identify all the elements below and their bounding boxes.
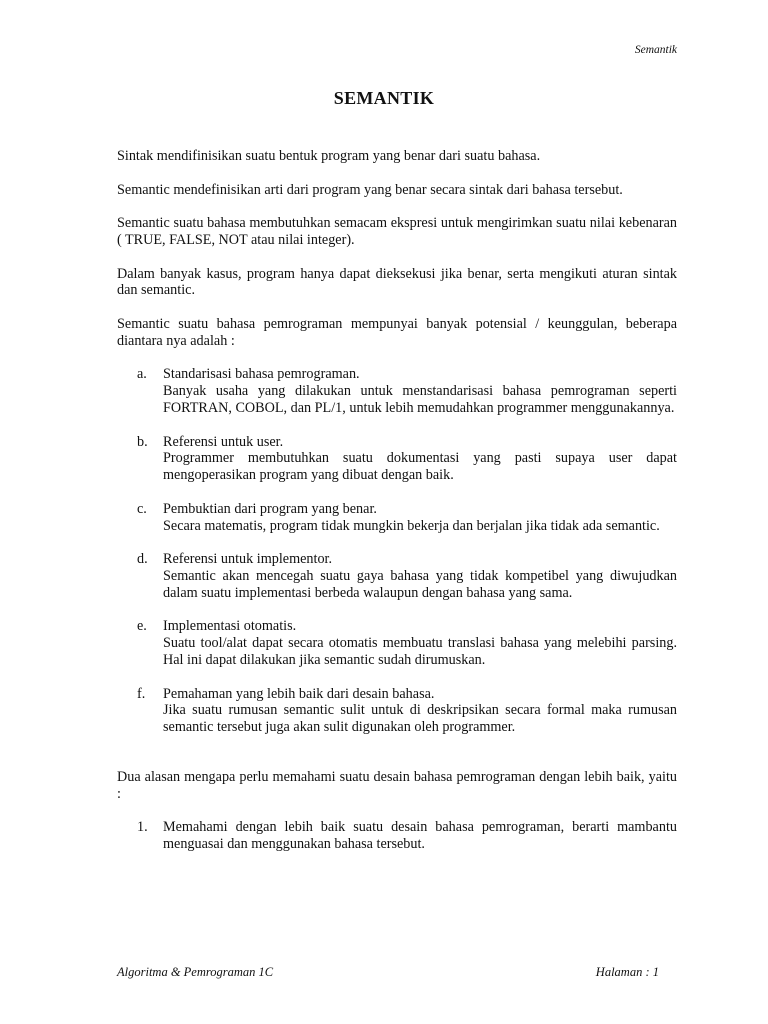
list-item: [117, 551, 677, 601]
footer-course-title: Algoritma & Pemrograman 1C: [117, 965, 274, 979]
paragraph: Dua alasan mengapa perlu memahami suatu desain bahasa pemrograman dengan lebih baik, yaitu :: [117, 768, 677, 802]
reasons-list: [117, 819, 677, 853]
list-item: [117, 434, 677, 484]
list-item-body: Secara matematis, program tidak mungkin bekerja dan berjalan jika tidak ada semantic.: [163, 517, 660, 534]
list-marker: 1.: [137, 819, 148, 836]
list-marker: c.: [137, 500, 147, 517]
running-header: Semantik: [634, 44, 677, 56]
list-item: [117, 501, 677, 535]
list-item-body: Jika suatu rumusan semantic sulit untuk di deskripsikan secara formal maka rumusan semantic tersebut juga akan sulit digunakan oleh programmer.: [163, 702, 677, 736]
list-item-title: Standarisasi bahasa pemrograman.: [163, 366, 360, 383]
list-marker: b.: [137, 433, 148, 450]
list-marker: e.: [137, 618, 147, 635]
paragraph: Dalam banyak kasus, program hanya dapat dieksekusi jika benar, serta mengikuti aturan sintak dan semantic.: [117, 265, 677, 299]
document-body: [117, 148, 677, 870]
list-marker: d.: [137, 551, 148, 568]
list-marker: f.: [137, 685, 146, 702]
list-item: [117, 819, 677, 853]
paragraph: Semantic suatu bahasa membutuhkan semacam ekspresi untuk mengirimkan suatu nilai kebenaran ( TRUE, FALSE, NOT atau nilai integer).: [117, 215, 677, 248]
paragraph: Semantic suatu bahasa pemrograman mempunyai banyak potensial / keunggulan, beberapa diantara nya adalah :: [117, 315, 677, 349]
list-item-title: Implementasi otomatis.: [163, 618, 297, 635]
paragraph: Sintak mendifinisikan suatu bentuk program yang benar dari suatu bahasa.: [117, 148, 541, 164]
list-item-title: Referensi untuk user.: [163, 433, 284, 450]
list-item-body: Memahami dengan lebih baik suatu desain bahasa pemrograman, berarti mambantu menguasai dan menggunakan bahasa tersebut.: [163, 819, 677, 853]
page-title: SEMANTIK: [333, 88, 435, 108]
list-item: [117, 618, 677, 668]
list-item-body: Programmer membutuhkan suatu dokumentasi yang pasti supaya user dapat mengoperasikan program yang dibuat dengan baik.: [163, 450, 677, 484]
footer-page-number: Halaman : 1: [595, 965, 659, 979]
list-item-body: Banyak usaha yang dilakukan untuk menstandarisasi bahasa pemrograman seperti FORTRAN, COBOL, dan PL/1, untuk lebih memudahkan programmer menggunakannya.: [163, 383, 677, 416]
list-item-body: Suatu tool/alat dapat secara otomatis membuatu translasi bahasa yang melebihi parsing. Hal ini dapat dilakukan jika semantic sudah dirumuskan.: [163, 635, 677, 668]
list-item: [117, 366, 677, 416]
advantages-list: [117, 366, 677, 736]
list-item-title: Pembuktian dari program yang benar.: [163, 500, 377, 517]
list-item-title: Pemahaman yang lebih baik dari desain bahasa.: [163, 685, 435, 702]
list-marker: a.: [137, 366, 147, 383]
list-item: [117, 686, 677, 736]
paragraph: Semantic mendefinisikan arti dari program yang benar secara sintak dari bahasa tersebut.: [117, 181, 623, 198]
list-item-body: Semantic akan mencegah suatu gaya bahasa yang tidak kompetibel yang diwujudkan dalam suatu implementasi berbeda walaupun dengan bahasa yang sama.: [163, 567, 677, 601]
list-item-title: Referensi untuk implementor.: [163, 551, 333, 568]
